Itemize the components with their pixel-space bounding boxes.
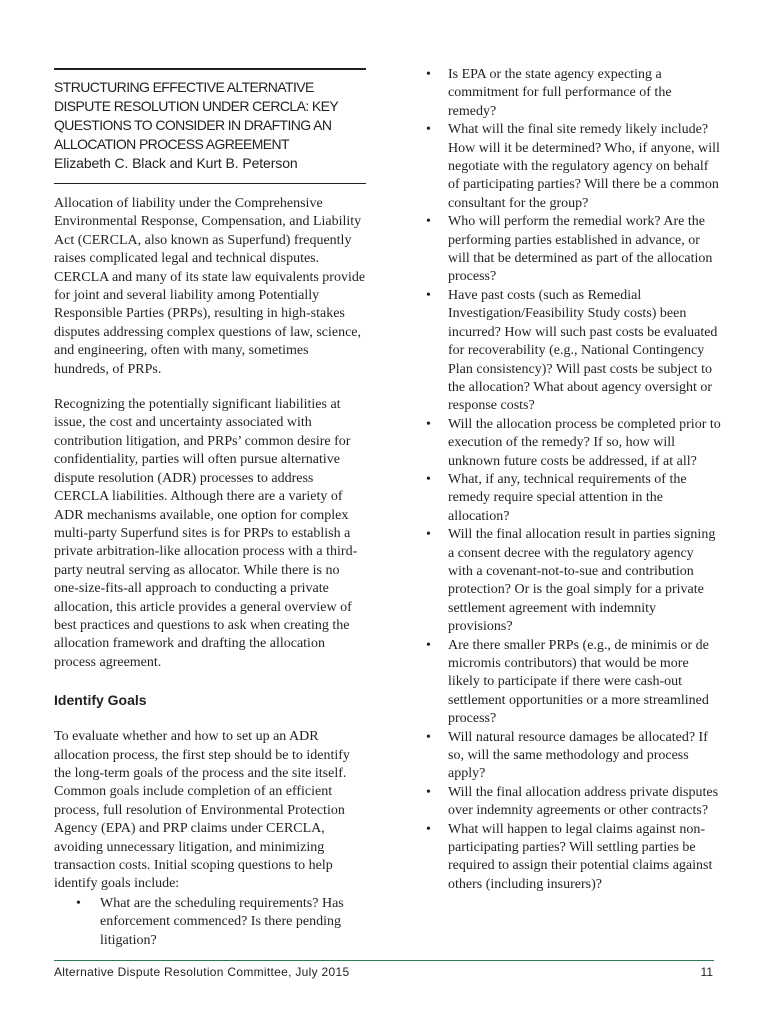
list-item: • Who will perform the remedial work? Are the performing parties established in advance, or will that be determined as part of the allocation process? <box>426 213 722 287</box>
list-item: • Will the allocation process be completed prior to execution of the remedy? If so, how will unknown future costs be addressed, if at all? <box>426 416 722 471</box>
title-block <box>54 68 366 184</box>
article-title: STRUCTURING EFFECTIVE ALTERNATIVE DISPUTE RESOLUTION UNDER CERCLA: KEY QUESTIONS TO CONSIDER IN DRAFTING AN ALLOCATION PROCESS AGREEMENT <box>54 79 338 152</box>
page-number: 11 <box>700 965 713 979</box>
list-item: • What, if any, technical requirements of the remedy require special attention in the allocation? <box>426 471 722 526</box>
list-item: • Have past costs (such as Remedial Investigation/Feasibility Study costs) been incurred? How will such past costs be evaluated for recoverability (e.g., National Contingency Plan consistency)? Will past costs be subject to the allocation? What about agency oversight or response costs? <box>426 287 722 416</box>
footer-divider <box>54 960 714 961</box>
list-item: • What will the final site remedy likely include? How will it be determined? Who, if anyone, will negotiate with the regulatory agency on behalf of participating parties? Will there be a common consultant for the group? <box>426 121 722 213</box>
right-bullet-list <box>426 66 722 894</box>
section-heading: Identify Goals <box>54 692 147 709</box>
list-item: • Will natural resource damages be allocated? If so, will the same methodology and process apply? <box>426 729 722 784</box>
intro-paragraph: Allocation of liability under the Comprehensive Environmental Response, Compensation, and Liability Act (CERCLA, also known as Superfund) frequently raises complicated legal and technical disputes. CERCLA and many of its state law equivalents provide for joint and several liability among Potentially Responsible Parties (PRPs), resulting in high-stakes disputes addressing complex questions of law, science, and engineering, often with many, sometimes hundreds, of PRPs. <box>54 196 366 377</box>
list-item: • Is EPA or the state agency expecting a commitment for full performance of the remedy? <box>426 66 722 121</box>
right-column <box>426 66 722 894</box>
article-authors: Elizabeth C. Black and Kurt B. Peterson <box>54 155 298 171</box>
goals-paragraph: To evaluate whether and how to set up an ADR allocation process, the first step should be to identify the long-term goals of the process and the site itself. Common goals include completion of an efficient process, full resolution of Environmental Protection Agency (EPA) and PRP claims under CERCLA, avoiding unnecessary litigation, and minimizing transaction costs. Initial scoping questions to help identify goals include: <box>54 729 350 892</box>
footer-committee: Alternative Dispute Resolution Committee, July 2015 <box>54 965 350 979</box>
list-item: • What are the scheduling requirements? Has enforcement commenced? Is there pending litigation? <box>76 895 366 950</box>
left-column <box>54 68 366 950</box>
list-item: • Will the final allocation result in parties signing a consent decree with the regulatory agency with a covenant-not-to-sue and contribution protection? Or is the goal simply for a private settlement agreement with indemnity provisions? <box>426 526 722 636</box>
second-paragraph: Recognizing the potentially significant liabilities at issue, the cost and uncertainty associated with contribution litigation, and PRPs’ common desire for confidentiality, parties will often pursue alternative dispute resolution (ADR) processes to address CERCLA liabilities. Although there are a variety of ADR mechanisms available, one option for complex multi-party Superfund sites is for PRPs to establish a private arbitration-like allocation process with a third-party neutral serving as allocator. While there is no one-size-fits-all approach to conducting a private allocation, this article provides a general overview of best practices and questions to ask when creating the allocation framework and drafting the allocation process agreement. <box>54 397 358 670</box>
list-item: • Are there smaller PRPs (e.g., de minimis or de micromis contributors) that would be more likely to participate if there were cash-out settlement opportunities or a more streamlined process? <box>426 637 722 729</box>
list-item: • What will happen to legal claims against non-participating parties? Will settling parties be required to assign their potential claims against others (including insurers)? <box>426 821 722 895</box>
left-bullet-list <box>54 895 366 950</box>
list-item: • Will the final allocation address private disputes over indemnity agreements or other contracts? <box>426 784 722 821</box>
